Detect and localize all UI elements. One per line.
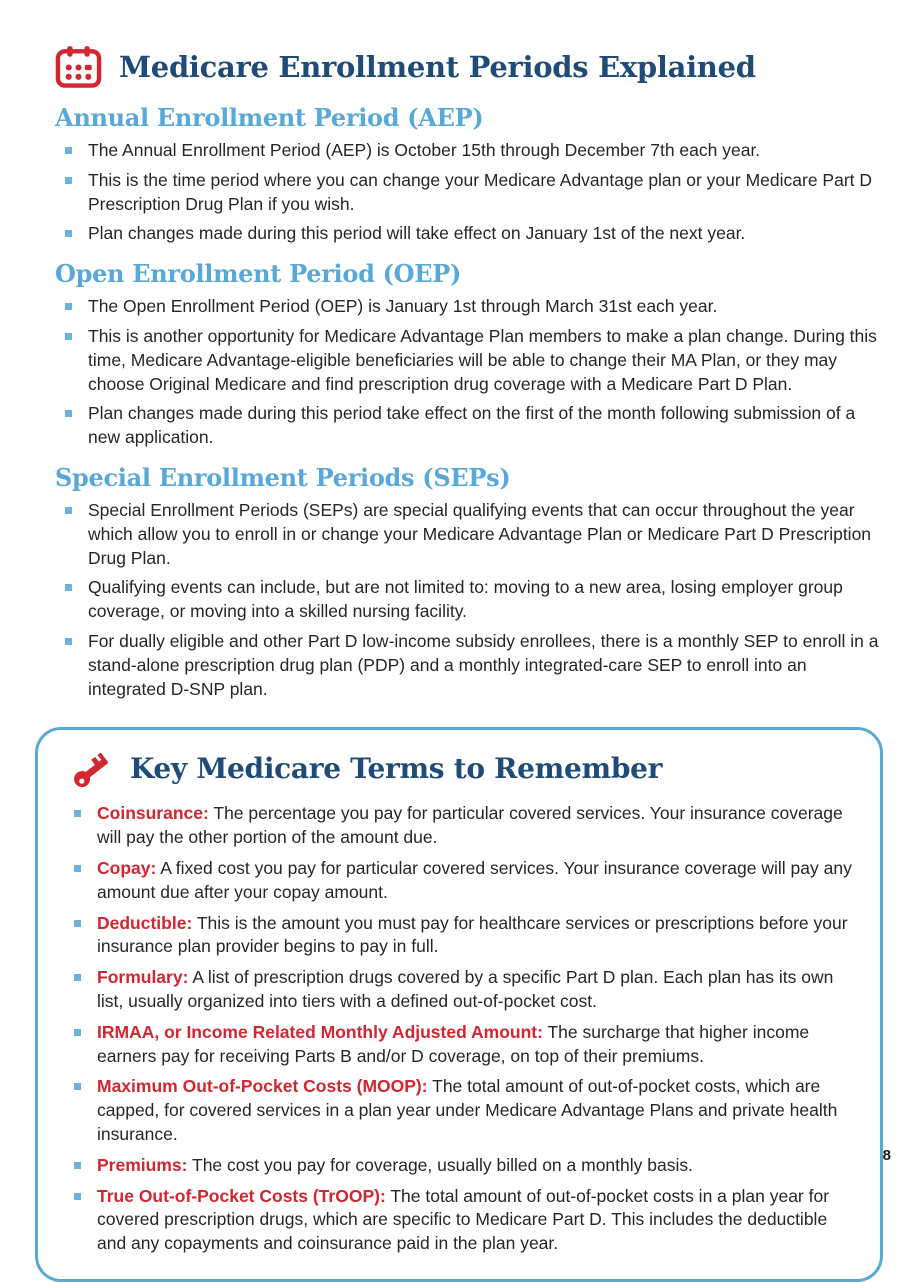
term-definition: The cost you pay for coverage, usually billed on a monthly basis.	[192, 1154, 693, 1175]
term-item	[64, 1021, 856, 1069]
bullet-item: Special Enrollment Periods (SEPs) are special qualifying events that can occur throughout the year which allow you to enroll in or change your Medicare Advantage Plan or Medicare Part D Prescription Drug Plan.	[55, 499, 883, 570]
section-bullet-list	[55, 295, 883, 450]
section-bullet-list	[55, 139, 883, 246]
term-label: Deductible:	[97, 912, 193, 933]
enrollment-section	[55, 463, 883, 701]
section-heading: Special Enrollment Periods (SEPs)	[55, 462, 511, 492]
key-terms-header	[70, 748, 856, 788]
enrollment-section	[55, 103, 883, 246]
calendar-icon	[55, 44, 102, 90]
page-header	[55, 44, 883, 90]
term-item	[64, 802, 856, 850]
page-number: 8	[882, 1147, 891, 1164]
bullet-item: Plan changes made during this period take effect on the first of the month following submission of a new application.	[55, 402, 883, 450]
term-item	[64, 912, 856, 960]
bullet-item: The Open Enrollment Period (OEP) is January 1st through March 31st each year.	[55, 295, 883, 319]
term-definition: This is the amount you must pay for healthcare services or prescriptions before your insurance plan provider begins to pay in full.	[97, 912, 848, 957]
section-heading: Annual Enrollment Period (AEP)	[55, 103, 484, 132]
term-label: Formulary:	[97, 967, 189, 988]
term-definition: The percentage you pay for particular covered services. Your insurance coverage will pay the other portion of the amount due.	[97, 803, 843, 848]
term-item	[64, 966, 856, 1014]
bullet-item: This is another opportunity for Medicare Advantage Plan members to make a plan change. During this time, Medicare Advantage-eligible beneficiaries will be able to change their MA Plan, or they may choose Original Medicare and find prescription drug coverage with a Medicare Part D Plan.	[55, 325, 883, 396]
term-item	[64, 1185, 856, 1256]
term-item	[64, 857, 856, 905]
term-item	[64, 1154, 856, 1178]
term-label: Premiums:	[97, 1154, 188, 1175]
enrollment-sections	[55, 103, 883, 701]
key-icon	[70, 748, 114, 788]
section-heading: Open Enrollment Period (OEP)	[55, 259, 462, 289]
term-label: IRMAA, or Income Related Monthly Adjusted Amount:	[97, 1021, 543, 1042]
term-item	[64, 1075, 856, 1146]
term-label: Copay:	[97, 857, 157, 878]
term-definition: A fixed cost you pay for particular covered services. Your insurance coverage will pay any amount due after your copay amount.	[97, 857, 852, 902]
bullet-item: This is the time period where you can change your Medicare Advantage plan or your Medicare Part D Prescription Drug Plan if you wish.	[55, 169, 883, 217]
key-terms-box	[35, 727, 883, 1282]
bullet-item: For dually eligible and other Part D low-income subsidy enrollees, there is a monthly SEP to enroll in a stand-alone prescription drug plan (PDP) and a monthly integrated-care SEP to enroll into an integrated D-SNP plan.	[55, 630, 883, 701]
term-definition: A list of prescription drugs covered by a specific Part D plan. Each plan has its own list, usually organized into tiers with a defined out-of-pocket cost.	[97, 967, 834, 1011]
term-label: True Out-of-Pocket Costs (TrOOP):	[97, 1185, 386, 1206]
term-label: Coinsurance:	[97, 803, 209, 824]
enrollment-section	[55, 259, 883, 450]
term-definition: The total amount of out-of-pocket costs, which are capped, for covered services in a plan year under Medicare Advantage Plans and private health insurance.	[97, 1076, 838, 1144]
term-label: Maximum Out-of-Pocket Costs (MOOP):	[97, 1076, 428, 1097]
page-title: Medicare Enrollment Periods Explained	[119, 50, 756, 84]
bullet-item: Plan changes made during this period will take effect on January 1st of the next year.	[55, 222, 883, 246]
section-bullet-list	[55, 499, 883, 701]
key-terms-title: Key Medicare Terms to Remember	[130, 751, 663, 785]
term-definition: The total amount of out-of-pocket costs in a plan year for covered prescription drugs, which are specific to Medicare Part D. This includes the deductible and any copayments and coinsurance paid in the plan year.	[97, 1185, 830, 1254]
bullet-item: Qualifying events can include, but are not limited to: moving to a new area, losing employer group coverage, or moving into a skilled nursing facility.	[55, 576, 883, 624]
bullet-item: The Annual Enrollment Period (AEP) is October 15th through December 7th each year.	[55, 139, 883, 163]
term-definition: The surcharge that higher income earners pay for receiving Parts B and/or D coverage, on top of their premiums.	[97, 1021, 810, 1066]
